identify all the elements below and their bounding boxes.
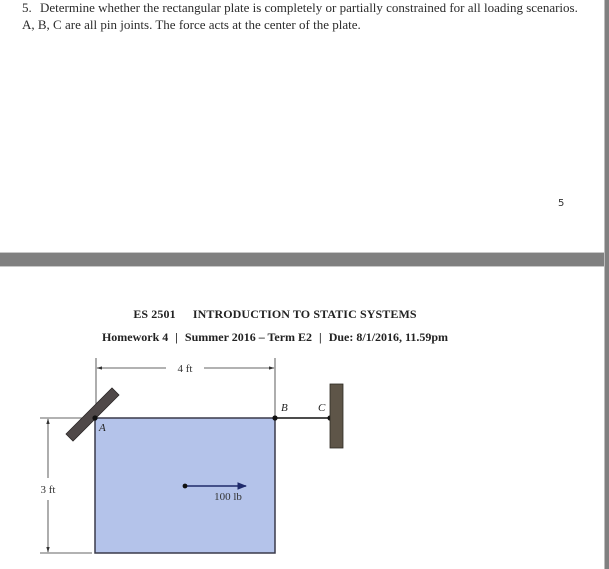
separator: | (319, 330, 322, 344)
wall-support (330, 384, 343, 448)
question-block (22, 0, 582, 32)
width-dimension (96, 358, 275, 418)
question-line (22, 0, 582, 16)
pin-label-b: B (281, 402, 288, 414)
page-upper (0, 0, 604, 252)
page-separator (0, 252, 609, 267)
question-text: Determine whether the rectangular plate is completely or partially constrained for all loading scenarios. (40, 0, 578, 15)
force-label: 100 lb (214, 491, 242, 503)
pin-label-c: C (318, 402, 326, 414)
page-number: 5 (558, 198, 565, 209)
plate-diagram (0, 267, 604, 569)
width-label: 4 ft (177, 363, 193, 375)
pin-label-a: A (99, 422, 106, 434)
homework-number: Homework 4 (101, 330, 169, 344)
question-note: A, B, C are all pin joints. The force acts at the center of the plate. (22, 16, 361, 32)
separator: | (175, 330, 178, 344)
homework-term: Summer 2016 – Term E2 (184, 330, 313, 344)
viewer-scrollbar-edge[interactable] (604, 0, 609, 569)
homework-due: Due: 8/1/2016, 11.59pm (328, 330, 449, 344)
height-label: 3 ft (40, 484, 56, 496)
course-code: ES 2501 (133, 307, 176, 321)
link-bc (272, 402, 332, 421)
height-dimension (40, 418, 92, 553)
question-number: 5. (22, 0, 32, 15)
course-name: INTRODUCTION TO STATIC SYSTEMS (192, 307, 417, 321)
